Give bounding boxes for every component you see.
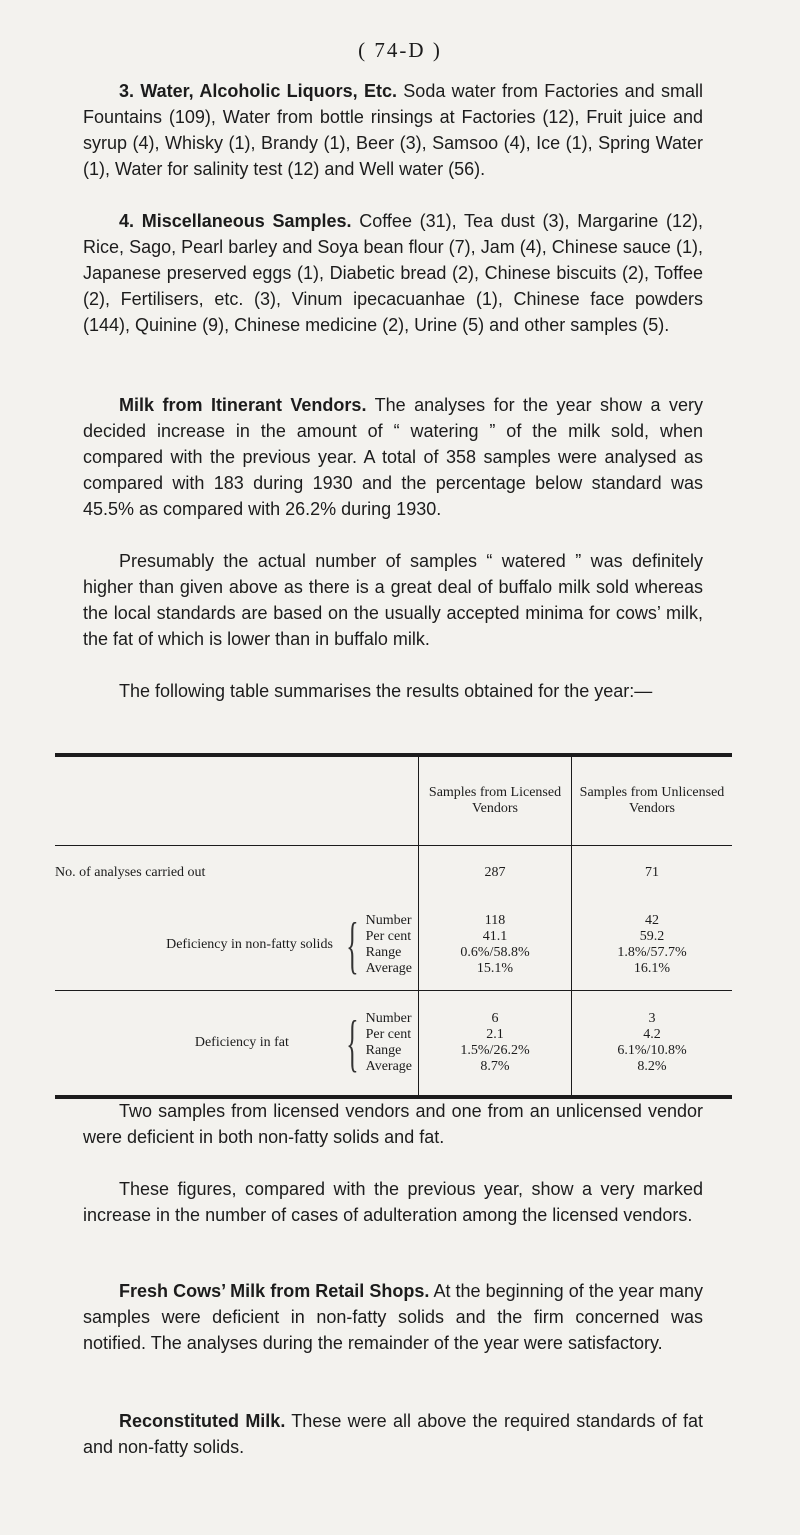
nonfatty-sublabels: Number Per cent Range Average [365, 913, 412, 976]
page-number: ( 74-D ) [358, 38, 442, 62]
col-licensed-header: Samples from Licensed Vendors [419, 755, 572, 846]
table-intro: The following table summarises the results obtained for the year:— [119, 681, 653, 701]
brace-glyph: { [346, 909, 359, 980]
section-4-text: Coffee (31), Tea dust (3), Margarine (12), Rice, Sago, Pearl barley and Soya bean flour (7), Jam (4), Chinese sauce (1), Japanese preserved eggs (1), Diabetic bread (2), Chinese biscuits (2), Toffee (2), Fertilisers, etc. (3), Vinum ipecacuanhae (1), Chinese face powders (144), Quinine (9), Chinese medicine (2), Urine (5) and other samples (5). [83, 211, 703, 335]
fresh-cows-text: At the beginning of the year many samples were deficient in non-fatty solids and the firm concerned was notified. The analyses during the remainder of the year were satisfactory. [83, 1281, 703, 1353]
analyses-licensed: 287 [419, 846, 572, 901]
table-header-blank [55, 755, 419, 846]
milk-itinerant-heading: Milk from Itinerant Vendors. [119, 395, 367, 415]
fat-sublabels: Number Per cent Range Average [365, 1011, 412, 1074]
fat-unlicensed-values: 3 4.2 6.1%/10.8% 8.2% [617, 1011, 687, 1074]
analyses-unlicensed: 71 [572, 846, 733, 901]
milk-itinerant-paragraph [83, 392, 703, 522]
two-samples-paragraph: Two samples from licensed vendors and one from an unlicensed vendor were deficient in both non-fatty solids and fat. [83, 1101, 703, 1147]
section-4-paragraph [83, 208, 703, 338]
table-row-fat [55, 991, 732, 1098]
nonfatty-unlicensed-values: 42 59.2 1.8%/57.7% 16.1% [617, 913, 687, 976]
table-row-nonfatty [55, 900, 732, 991]
fat-label: Deficiency in fat [194, 1035, 289, 1050]
reconstituted-heading: Reconstituted Milk. [119, 1411, 286, 1431]
nonfatty-licensed-values: 118 41.1 0.6%/58.8% 15.1% [460, 913, 530, 976]
brace-glyph: { [346, 1007, 359, 1078]
section-3-text: Soda water from Factories and small Fountains (109), Water from bottle rinsings at Factories (12), Fruit juice and syrup (4), Whisky (1), Brandy (1), Beer (3), Samsoo (4), Ice (1), Spring Water (1), Water for salinity test (12) and Well water (56). [83, 81, 703, 179]
analyses-label: No. of analyses carried out [55, 865, 206, 880]
fat-licensed-values: 6 2.1 1.5%/26.2% 8.7% [460, 1011, 530, 1074]
presumably-paragraph: Presumably the actual number of samples “ watered ” was definitely higher than given above as there is a great deal of buffalo milk sold whereas the local standards are based on the usually accepted minima for cows’ milk, the fat of which is lower than in buffalo milk. [83, 551, 703, 649]
these-figures-paragraph: These figures, compared with the previous year, show a very marked increase in the number of cases of adulteration among the licensed vendors. [83, 1179, 703, 1225]
section-3-paragraph [83, 78, 703, 182]
reconstituted-text: These were all above the required standards of fat and non-fatty solids. [83, 1411, 703, 1457]
fresh-cows-paragraph [83, 1278, 703, 1356]
reconstituted-paragraph [83, 1408, 703, 1460]
table-row-analyses [55, 846, 732, 901]
milk-itinerant-text: The analyses for the year show a very decided increase in the amount of “ watering ” of the milk sold, when compared with the previous year. A total of 358 samples were analysed as compared with 183 during 1930 and the percentage below standard was 45.5% as compared with 26.2% during 1930. [83, 395, 704, 519]
milk-results-table [55, 753, 732, 1099]
nonfatty-label: Deficiency in non-fatty solids [166, 937, 333, 952]
table-header-row [55, 755, 732, 846]
section-3-heading: 3. Water, Alcoholic Liquors, Etc. [119, 81, 397, 101]
section-4-heading: 4. Miscellaneous Samples. [119, 211, 352, 231]
col-unlicensed-header: Samples from Unlicensed Vendors [572, 755, 733, 846]
fresh-cows-heading: Fresh Cows’ Milk from Retail Shops. [119, 1281, 430, 1301]
